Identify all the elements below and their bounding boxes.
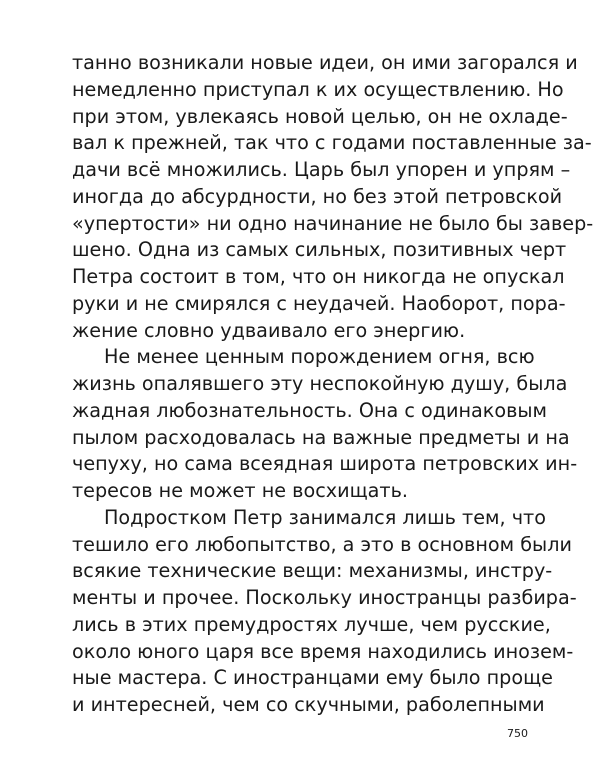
text-line: «упертости» ни одно начинание не было бы завер-	[72, 211, 594, 235]
text-line: около юного царя все время находились инозем-	[72, 639, 574, 663]
text-line: жизнь опалявшего эту неспокойную душу, была	[72, 372, 568, 395]
text-line: иногда до абсурдности, но без этой петровской	[72, 184, 563, 208]
text-line: пылом расходовалась на важные предметы и на	[72, 425, 570, 449]
paragraph-1	[72, 50, 594, 344]
paragraph-2	[72, 344, 578, 505]
text-line: вал к прежней, так что с годами поставленные за-	[72, 131, 592, 155]
text-line: танно возникали новые идеи, он ими загорался и	[72, 51, 578, 74]
text-line: руки и не смирялся с неудачей. Наоборот, пора-	[72, 291, 566, 315]
text-line: ные мастера. С иностранцами ему было проще	[72, 666, 553, 690]
text-line: менты и прочее. Поскольку иностранцы разбира-	[72, 586, 577, 609]
body-text	[72, 50, 594, 719]
text-line: шено. Одна из самых сильных, позитивных черт	[72, 238, 567, 262]
text-line: при этом, увлекаясь новой целью, он не охладе-	[72, 104, 568, 128]
text-line: жадная любознательность. Она с одинаковым	[72, 398, 548, 422]
page-number: 750	[507, 727, 528, 740]
paragraph-3	[72, 505, 577, 719]
text-line: тересов не может не восхищать.	[72, 479, 408, 502]
text-line: немедленно приступал к их осуществлению. Но	[72, 77, 564, 101]
text-line: Не менее ценным порождением огня, всю	[104, 345, 535, 369]
text-line: лись в этих премудростях лучше, чем русские,	[72, 612, 551, 636]
text-line: Петра состоит в том, что он никогда не опускал	[72, 265, 565, 288]
text-line: тешило его любопытство, а это в основном были	[72, 532, 572, 556]
text-line: чепуху, но сама всеядная широта петровских ин-	[72, 452, 578, 476]
text-line: жение словно удваивало его энергию.	[72, 318, 466, 342]
text-line: дачи всё множились. Царь был упорен и упрям –	[72, 158, 571, 181]
text-line: всякие технические вещи: механизмы, инстру-	[72, 559, 553, 583]
text-line: Подростком Петр занимался лишь тем, что	[104, 505, 546, 529]
text-line: и интересней, чем со скучными, раболепными	[72, 693, 545, 716]
